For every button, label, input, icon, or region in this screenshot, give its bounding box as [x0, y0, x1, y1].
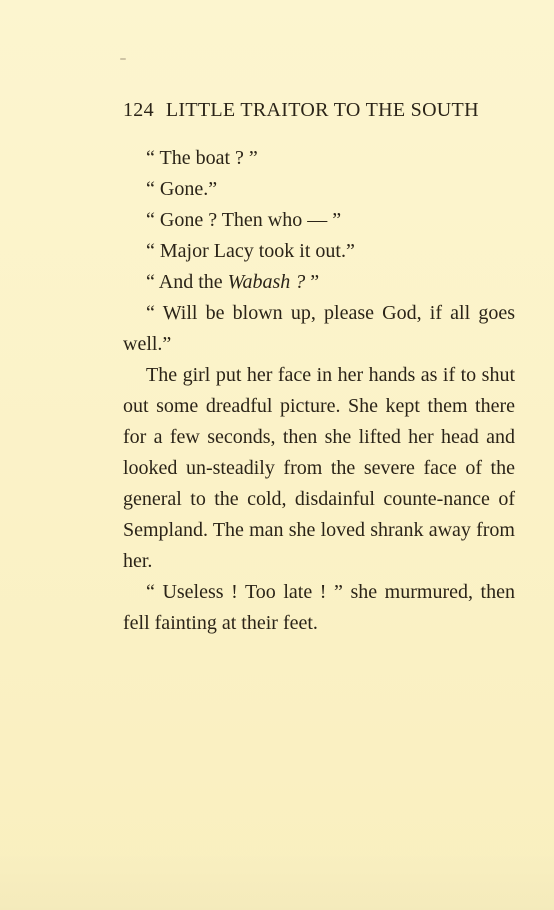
running-title: LITTLE TRAITOR TO THE SOUTH [165, 99, 479, 121]
body-text [123, 143, 515, 639]
paragraph-4: “ Major Lacy took it out.” [146, 240, 355, 262]
paragraph-5 [123, 267, 515, 298]
paragraph-5-after: ” [305, 271, 320, 293]
page-bottom-shade [0, 850, 554, 910]
page-speck [120, 58, 126, 60]
paragraph-3: “ Gone ? Then who — ” [146, 209, 342, 231]
wabash-italic: Wabash ? [227, 271, 306, 293]
paragraph-1: “ The boat ? ” [146, 147, 258, 169]
paragraph-6: “ Will be blown up, please God, if all goes well.” [123, 302, 515, 355]
page-number: 124 [123, 99, 154, 121]
running-header [123, 99, 515, 125]
paragraph-7: The girl put her face in her hands as if to shut out some dreadful picture. She kept them there for a few seconds, then she lifted her head and looked un-steadily from the severe face of the general to the cold, disdainful counte-nance of Sempland. The man she loved shrank away from her. [123, 364, 515, 572]
paragraph-2: “ Gone.” [146, 178, 218, 200]
paragraph-5-before: “ And the [146, 271, 228, 293]
paragraph-8: “ Useless ! Too late ! ” she murmured, then fell fainting at their feet. [123, 581, 515, 634]
